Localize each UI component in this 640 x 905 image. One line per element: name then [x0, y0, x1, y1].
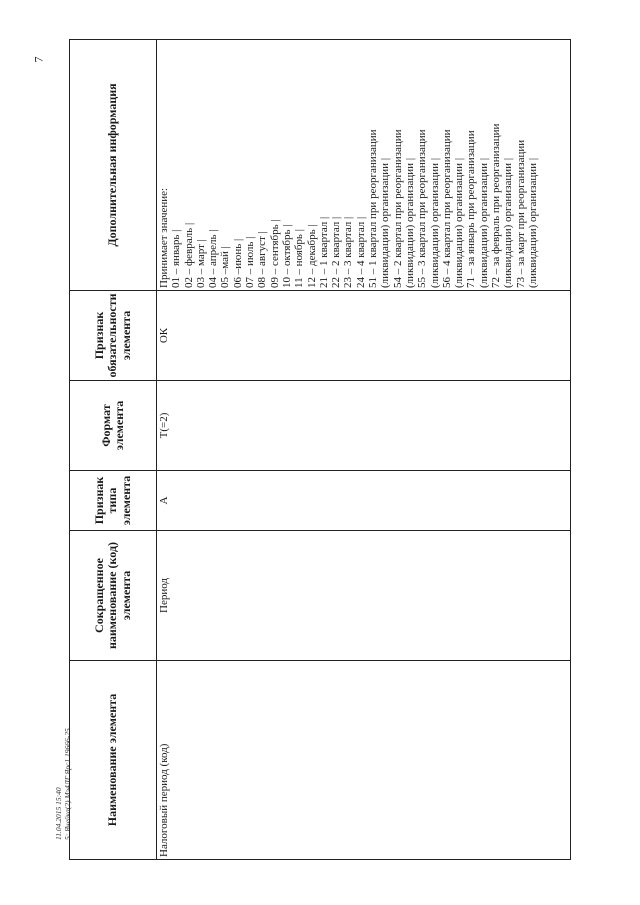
info-line: 56 – 4 квартал при реорганизации: [440, 129, 453, 288]
info-line: (ликвидации) организации |: [453, 157, 466, 288]
info-line: (ликвидации) организации |: [502, 157, 515, 288]
header-element-name: Наименование элемента: [70, 661, 157, 860]
header-format: Формат элемента: [70, 381, 157, 471]
info-line: 51 – 1 квартал при реорганизации: [367, 129, 380, 288]
info-line: 21 – 1 квартал |: [317, 216, 330, 288]
info-line: 54 – 2 квартал при реорганизации: [391, 129, 404, 288]
info-line: 10 – октябрь |: [280, 224, 293, 288]
info-line: 07 – июль |: [244, 236, 257, 288]
info-line: 04 – апрель |: [207, 229, 220, 288]
info-line: 09 – сентябрь |: [268, 219, 281, 288]
info-line: 73 – за март при реорганизации: [514, 139, 527, 288]
info-line: 72 – за февраль при реорганизации: [490, 123, 503, 288]
cell-format: T(=2): [157, 381, 571, 471]
info-line: (ликвидации) организации |: [428, 157, 441, 288]
footer-stamp-line-2: 5: Ячейка(2).Мэ4ЛГ.Ярс1 19666-25: [63, 728, 72, 840]
elements-table: [69, 39, 571, 860]
info-line: 02 – февраль |: [182, 222, 195, 288]
info-line: (ликвидации) организации |: [526, 157, 539, 288]
info-line: 71 – за январь при реорганизации: [465, 130, 478, 288]
info-line: 08 – август |: [256, 231, 269, 288]
rotated-sheet: [69, 40, 571, 860]
info-line: Принимает значение:: [158, 187, 170, 288]
info-line: 23 – 3 квартал |: [342, 216, 355, 288]
cell-additional-info: [157, 40, 571, 291]
cell-type: А: [157, 471, 571, 531]
info-line: (ликвидации) организации |: [379, 157, 392, 288]
page-number: 7: [31, 56, 46, 63]
info-line: (ликвидации) организации |: [403, 157, 416, 288]
info-line: 06 –июнь |: [231, 238, 244, 288]
info-line: (ликвидации) организации |: [477, 157, 490, 288]
footer-stamp-line-1: 11.04.2015 15:40: [54, 787, 63, 840]
header-additional-info: Дополнительная информация: [70, 40, 157, 291]
info-line: 12 – декабрь |: [305, 224, 318, 288]
info-line: 05 –май |: [219, 246, 232, 288]
info-line: 01 – январь |: [170, 229, 183, 288]
table-row: [157, 40, 571, 860]
info-line: 55 – 3 квартал при реорганизации: [416, 129, 429, 288]
table-header-row: [70, 40, 157, 860]
cell-required: ОК: [157, 291, 571, 381]
cell-element-name: Налоговый период (код): [157, 661, 571, 860]
info-line: 11 – ноябрь |: [293, 229, 306, 288]
header-type: Признак типа элемента: [70, 471, 157, 531]
info-line: 22 – 2 квартал |: [330, 216, 343, 288]
info-line: 24 – 4 квартал |: [354, 216, 367, 288]
info-line: 03 – март |: [194, 239, 207, 288]
cell-short-name: Период: [157, 531, 571, 661]
header-short-name: Сокращенное наименование (код) элемента: [70, 531, 157, 661]
header-required: Признак обязательности элемента: [70, 291, 157, 381]
